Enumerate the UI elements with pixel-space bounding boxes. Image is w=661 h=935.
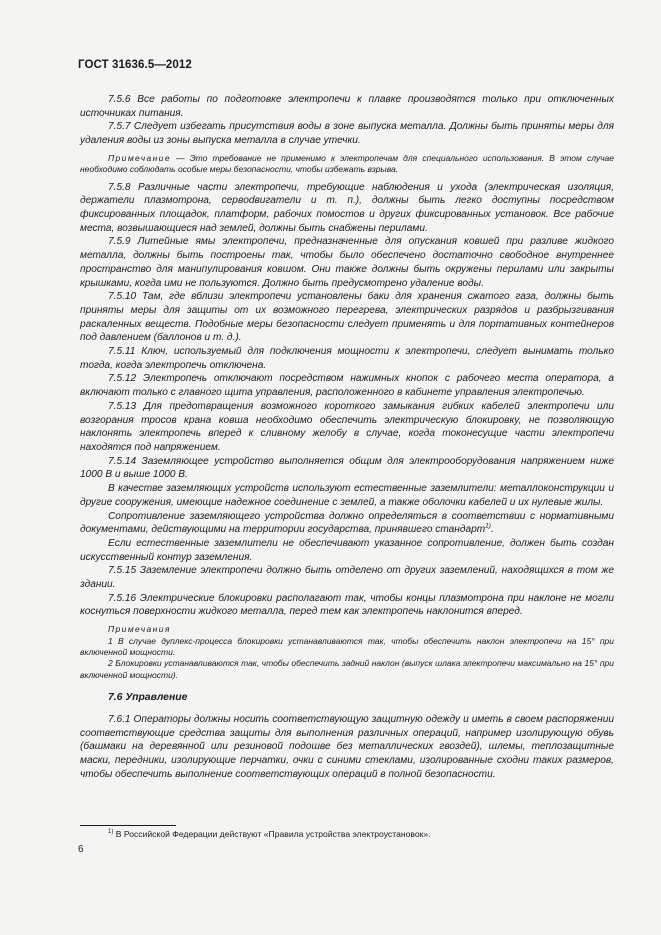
paragraph-earthing-resistance-text: Сопротивление заземляющего устройства должно определяться в соответствии с нормативными документами, действующими на территории государства, принявшего стандарт — [80, 510, 614, 536]
paragraph-7-6-1: 7.6.1 Операторы должны носить соответствующую защитную одежду и иметь в своем распоряжении соответствующие средства защиты для выполнения различных операций, например изолирующую обувь (башмаки на деревянной или резиновой подошве без металлических гвоздей), шлемы, теплозащитные маски, передники, изолирующие перчатки, очки с синими стеклами, изолированные сходни таких размеров, чтобы обеспечить выполнение соответствующих операций в полной безопасности. — [80, 713, 614, 780]
footnote-mark: 1) — [108, 829, 114, 836]
paragraph-earthing-natural: В качестве заземляющих устройств используют естественные заземлители: металлоконструкции и другие сооружения, имеющие надежное соединение с землей, а также оболочки кабелей и их нулевые жилы. — [80, 483, 614, 508]
page-number: 6 — [78, 844, 84, 855]
paragraph-7-5-6: 7.5.6 Все работы по подготовке электропечи к плавке производятся только при отключенных источниках питания. — [80, 94, 614, 119]
note-text: — Это требование не применимо к электропечам для специального использования. В этом случае необходимо соблюдать особые меры безопасности, чтобы избежать взрыва. — [80, 152, 614, 175]
paragraph-7-5-16: 7.5.16 Электрические блокировки располагают так, чтобы концы плазмотрона при наклоне не могли коснуться поверхности жидкого металла, перед тем как электропечь наклонится вперед. — [80, 592, 614, 618]
paragraph-7-5-8: 7.5.8 Различные части электропечи, требующие наблюдения и ухода (электрическая изоляция, держатели плазмотрона, сервodвигатели и т. п.), должны быть легко доступны посредством фиксированных площадок, платформ, рабочих помостов и других фиксированных установок. Все рабочие места, возвышающиеся над землей, должны быть снабжены перилами. — [80, 181, 614, 234]
document-body — [80, 93, 614, 781]
note-item-1: 1 В случае дуплекс-процесса блокировки устанавливаются так, чтобы обеспечить наклон электропечи на 15° при включенной мощности. — [80, 635, 614, 657]
paragraph-7-5-13: 7.5.13 Для предотвращения возможного короткого замыкания гибких кабелей электропечи или возгорания тросов крана ковша необходимо обеспечить электрическую блокировку, не позволяющую наклонять электропечь вперед к сливному желобу в случае, когда токонесущие части электропечи находятся под напряжением. — [80, 400, 614, 453]
paragraph-7-5-12: 7.5.12 Электропечь отключают посредством нажимных кнопок с рабочего места оператора, а включают только с главного щита управления, расположенного в кабинете управления электропечью. — [80, 373, 614, 399]
document-header: ГОСТ 31636.5—2012 — [78, 59, 192, 71]
note-label: Примечание — [108, 152, 171, 163]
note-paragraph — [80, 153, 614, 176]
paragraph-7-5-14: 7.5.14 Заземляющее устройство выполняется общим для электрооборудования напряжением ниже 1000 В и выше 1000 В. — [80, 455, 614, 481]
footnote-reference: 1) — [485, 522, 491, 530]
paragraph-7-5-11: 7.5.11 Ключ, используемый для подключения мощности к электропечи, следует вынимать только тогда, когда электропечь отключена. — [80, 346, 614, 371]
paragraph-7-5-9: 7.5.9 Литейные ямы электропечи, предназначенные для опускания ковшей при разливе жидкого металла, должны быть построены так, чтобы было обеспечено достаточно свободное внутреннее пространство для манипулирования ковшом. Они также должны быть окружены перилами или закрыты крышками, когда ими не пользуются. Должно быть предусмотрено удаление воды. — [80, 236, 614, 289]
footnote-text: В Российской Федерации действуют «Правила устройства электроустановок». — [113, 829, 431, 839]
notes-label: Примечания — [108, 624, 171, 635]
paragraph-artificial-earthing: Если естественные заземлители не обеспечивают указанное сопротивление, должен быть создан искусственный контур заземления. — [80, 537, 614, 563]
notes-heading — [80, 624, 614, 635]
footnote — [108, 829, 431, 839]
paragraph-7-5-7: 7.5.7 Следует избегать присутствия воды в зоне выпуска металла. Должны быть приняты меры для удаления воды из зоны выпуска металла в случае утечки. — [80, 121, 614, 147]
footnote-separator — [80, 825, 176, 826]
paragraph-earthing-resistance — [80, 510, 614, 537]
section-title: 7.6 Управление — [108, 692, 188, 704]
note-item-2: 2 Блокировки устанавливаются так, чтобы обеспечить задний наклон (выпуск шлака электропечи максимально на 15° при включенной мощности). — [80, 658, 614, 680]
paragraph-7-5-15: 7.5.15 Заземление электропечи должно быть отделено от других заземлений, находящихся в том же здании. — [80, 565, 614, 591]
paragraph-earthing-resistance-tail: . — [490, 524, 494, 536]
paragraph-7-5-10: 7.5.10 Там, где вблизи электропечи установлены баки для хранения сжатого газа, должны быть приняты меры для защиты от их возможного перегрева, электрических разрядов и разбрызгивания раскаленных веществ. Подобные меры безопасности следует применять и для портативных контейнеров под давлением (баллонов и т. д.). — [80, 291, 614, 344]
